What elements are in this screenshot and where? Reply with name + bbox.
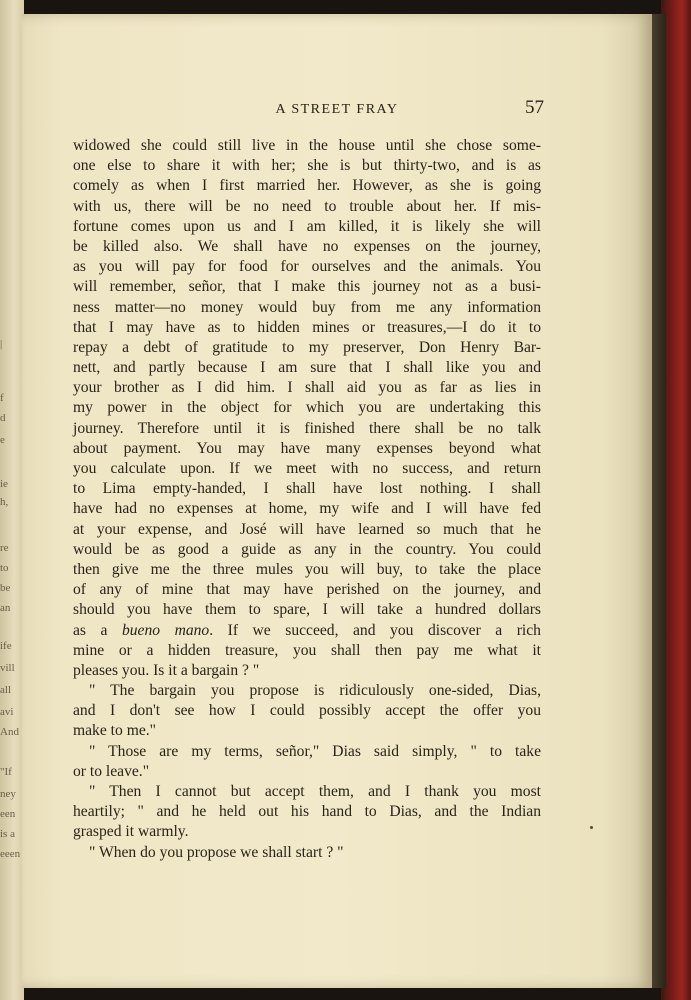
text-line: grasped it warmly. bbox=[73, 823, 189, 841]
bleed-text: d bbox=[0, 412, 6, 424]
bleed-text: "If bbox=[0, 766, 12, 778]
text-line: comely as when I first married her. However, as she is going bbox=[73, 177, 541, 195]
bleed-text: all bbox=[0, 684, 11, 696]
text-line: " The bargain you propose is ridiculously one-sided, Dias, bbox=[89, 682, 541, 700]
bleed-text: ife bbox=[0, 640, 12, 652]
bleed-text: eeen bbox=[0, 848, 21, 860]
bleed-text: an bbox=[0, 602, 11, 614]
text-line: journey. Therefore until it is finished there shall be no talk bbox=[73, 419, 541, 437]
text-line: you calculate upon. If we meet with no success, and return bbox=[73, 460, 541, 477]
bleed-text: een bbox=[0, 808, 16, 820]
text-line: repay a debt of gratitude to my preserver, Don Henry Bar- bbox=[73, 338, 541, 356]
text-line: make to me." bbox=[73, 722, 157, 740]
text-line: at your expense, and José will have learned so much that he bbox=[73, 520, 541, 538]
text-line: of any of mine that may have perished on the journey, and bbox=[73, 581, 541, 599]
bleed-text: f bbox=[0, 392, 4, 404]
text-line: " Then I cannot but accept them, and I thank you most bbox=[89, 783, 541, 800]
bleed-text: re bbox=[0, 542, 9, 554]
bleed-text: e bbox=[0, 434, 5, 446]
text-line: mine or a hidden treasure, you shall then pay me what it bbox=[73, 641, 541, 659]
text-line: will remember, señor, that I make this journey not as a busi- bbox=[73, 278, 541, 296]
text-line: be killed also. We shall have no expenses on the journey, bbox=[73, 237, 541, 255]
book-page bbox=[22, 14, 652, 988]
running-head bbox=[22, 97, 652, 122]
text-line: ness matter—no money would buy from me any information bbox=[73, 298, 541, 316]
chapter-title: A STREET FRAY bbox=[275, 102, 399, 117]
italic-phrase: bueno mano bbox=[121, 621, 210, 639]
body-text bbox=[73, 136, 541, 863]
page-edge-shadow bbox=[652, 14, 666, 988]
bleed-text: avi bbox=[0, 706, 14, 718]
text-line: one else to share it with her; she is but thirty-two, and is as bbox=[73, 157, 541, 175]
text-line: " Those are my terms, señor," Dias said simply, " to take bbox=[89, 742, 541, 760]
text-line: with us, there will be no need to trouble about her. If mis- bbox=[73, 197, 541, 215]
text-line: " When do you propose we shall start ? " bbox=[89, 843, 344, 861]
text-line: or to leave." bbox=[73, 762, 150, 780]
text-line: as a bueno mano. If we succeed, and you discover a rich bbox=[73, 621, 541, 639]
text-line: about payment. You may have many expenses beyond what bbox=[73, 439, 541, 457]
bleed-text: And bbox=[0, 726, 19, 738]
text-line: should you have them to spare, I will take a hundred dollars bbox=[73, 601, 541, 619]
text-line: pleases you. Is it a bargain ? " bbox=[73, 661, 260, 679]
text-line: to Lima empty-handed, I shall have lost nothing. I shall bbox=[73, 480, 541, 498]
bleed-text: be bbox=[0, 582, 11, 594]
bleed-text: to bbox=[0, 562, 9, 574]
text-line: have had no expenses at home, my wife and I will have fed bbox=[73, 500, 541, 518]
text-line: would be as good a guide as any in the country. You could bbox=[73, 540, 541, 558]
text-line: my power in the object for which you are undertaking this bbox=[73, 399, 541, 417]
text-line: as you will pay for food for ourselves and the animals. You bbox=[73, 258, 541, 276]
text-line: widowed she could still live in the house until she chose some- bbox=[73, 137, 541, 154]
bleed-text: ney bbox=[0, 788, 16, 800]
ink-speck bbox=[590, 826, 593, 829]
text-line: then give me the three mules you will buy, to take the place bbox=[73, 560, 541, 578]
text-line: and I don't see how I could possibly accept the offer you bbox=[73, 702, 541, 720]
text-line: nett, and partly because I am sure that I shall like you and bbox=[73, 359, 541, 377]
text-line: heartily; " and he held out his hand to Dias, and the Indian bbox=[73, 803, 541, 821]
bleed-text: ie bbox=[0, 478, 8, 490]
text-line: fortune comes upon us and I am killed, it is likely she will bbox=[73, 217, 541, 235]
text-line: your brother as I did him. I shall aid you as far as lies in bbox=[73, 379, 541, 397]
text-line: that I may have as to hidden mines or treasures,—I do it to bbox=[73, 318, 541, 336]
bleed-text: vill bbox=[0, 662, 15, 674]
bleed-text: h, bbox=[0, 496, 9, 508]
bleed-text: | bbox=[0, 338, 3, 350]
facing-page-edge bbox=[0, 0, 24, 1000]
page-number: 57 bbox=[525, 97, 544, 118]
bleed-text: is a bbox=[0, 828, 15, 840]
